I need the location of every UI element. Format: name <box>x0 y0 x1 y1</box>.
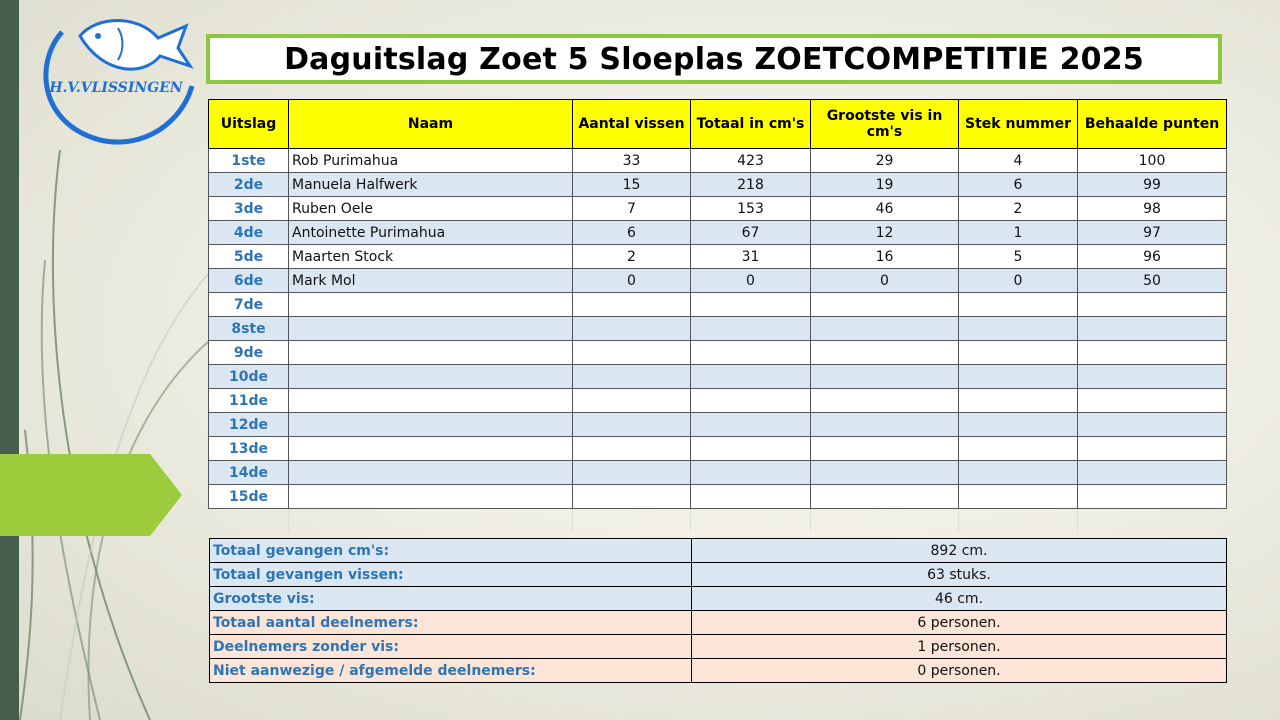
name-cell: Ruben Oele <box>289 197 573 221</box>
fish-count-cell <box>573 485 691 509</box>
fish-count-cell: 15 <box>573 173 691 197</box>
header-stek-nummer: Stek nummer <box>959 100 1078 149</box>
summary-value: 63 stuks. <box>692 563 1227 587</box>
fish-count-cell <box>573 461 691 485</box>
summary-label: Totaal gevangen cm's: <box>210 539 692 563</box>
summary-row <box>210 539 1227 563</box>
rank-cell: 5de <box>209 245 289 269</box>
rank-cell: 9de <box>209 341 289 365</box>
summary-row <box>210 659 1227 683</box>
points-cell: 98 <box>1078 197 1227 221</box>
name-cell: Antoinette Purimahua <box>289 221 573 245</box>
table-row <box>209 245 1227 269</box>
total-cm-cell: 153 <box>691 197 811 221</box>
spacer-cell <box>573 509 691 533</box>
summary-value: 1 personen. <box>692 635 1227 659</box>
table-row <box>209 365 1227 389</box>
table-row <box>209 173 1227 197</box>
stek-cell <box>959 413 1078 437</box>
stek-cell <box>959 365 1078 389</box>
spacer-cell <box>811 509 959 533</box>
total-cm-cell <box>691 365 811 389</box>
rank-cell: 10de <box>209 365 289 389</box>
largest-fish-cell <box>811 293 959 317</box>
stek-cell <box>959 317 1078 341</box>
total-cm-cell <box>691 293 811 317</box>
stek-cell <box>959 389 1078 413</box>
points-cell <box>1078 341 1227 365</box>
largest-fish-cell <box>811 341 959 365</box>
stek-cell: 2 <box>959 197 1078 221</box>
table-row <box>209 341 1227 365</box>
largest-fish-cell <box>811 413 959 437</box>
summary-value: 0 personen. <box>692 659 1227 683</box>
results-table <box>208 99 1227 532</box>
header-grootste-vis: Grootste vis in cm's <box>811 100 959 149</box>
spacer-cell <box>691 509 811 533</box>
largest-fish-cell: 0 <box>811 269 959 293</box>
summary-label: Deelnemers zonder vis: <box>210 635 692 659</box>
summary-label: Totaal gevangen vissen: <box>210 563 692 587</box>
table-row <box>209 389 1227 413</box>
stek-cell <box>959 485 1078 509</box>
rank-cell: 6de <box>209 269 289 293</box>
stek-cell: 5 <box>959 245 1078 269</box>
largest-fish-cell <box>811 365 959 389</box>
rank-cell: 15de <box>209 485 289 509</box>
fish-count-cell <box>573 365 691 389</box>
largest-fish-cell: 12 <box>811 221 959 245</box>
left-accent-bar <box>0 0 19 720</box>
total-cm-cell <box>691 317 811 341</box>
summary-label: Totaal aantal deelnemers: <box>210 611 692 635</box>
stek-cell <box>959 461 1078 485</box>
table-row <box>209 485 1227 509</box>
page-title: Daguitslag Zoet 5 Sloeplas ZOETCOMPETITIE 2025 <box>284 41 1144 77</box>
points-cell: 99 <box>1078 173 1227 197</box>
fish-count-cell <box>573 389 691 413</box>
name-cell: Manuela Halfwerk <box>289 173 573 197</box>
points-cell <box>1078 413 1227 437</box>
total-cm-cell: 0 <box>691 269 811 293</box>
summary-row <box>210 587 1227 611</box>
table-row <box>209 317 1227 341</box>
summary-row <box>210 611 1227 635</box>
header-behaalde-punten: Behaalde punten <box>1078 100 1227 149</box>
total-cm-cell <box>691 413 811 437</box>
name-cell <box>289 365 573 389</box>
largest-fish-cell: 46 <box>811 197 959 221</box>
total-cm-cell <box>691 461 811 485</box>
spacer-row <box>209 509 1227 533</box>
points-cell <box>1078 317 1227 341</box>
points-cell: 100 <box>1078 149 1227 173</box>
summary-row <box>210 563 1227 587</box>
largest-fish-cell: 29 <box>811 149 959 173</box>
rank-cell: 8ste <box>209 317 289 341</box>
header-totaal-cm: Totaal in cm's <box>691 100 811 149</box>
fish-count-cell <box>573 317 691 341</box>
points-cell <box>1078 389 1227 413</box>
name-cell <box>289 485 573 509</box>
title-banner <box>206 34 1222 84</box>
fish-count-cell <box>573 341 691 365</box>
total-cm-cell <box>691 389 811 413</box>
table-header-row <box>209 100 1227 149</box>
points-cell <box>1078 293 1227 317</box>
name-cell: Maarten Stock <box>289 245 573 269</box>
rank-cell: 3de <box>209 197 289 221</box>
stek-cell: 6 <box>959 173 1078 197</box>
green-arrow-shape <box>0 454 182 536</box>
points-cell: 97 <box>1078 221 1227 245</box>
spacer-cell <box>209 509 289 533</box>
table-row <box>209 413 1227 437</box>
table-row <box>209 149 1227 173</box>
table-row <box>209 437 1227 461</box>
summary-table <box>209 538 1227 683</box>
total-cm-cell <box>691 437 811 461</box>
club-name-text: H.V.VLISSINGEN <box>49 80 183 96</box>
name-cell <box>289 317 573 341</box>
rank-cell: 4de <box>209 221 289 245</box>
name-cell <box>289 461 573 485</box>
fish-count-cell: 33 <box>573 149 691 173</box>
name-cell <box>289 389 573 413</box>
largest-fish-cell <box>811 317 959 341</box>
header-uitslag: Uitslag <box>209 100 289 149</box>
largest-fish-cell: 19 <box>811 173 959 197</box>
fish-count-cell <box>573 413 691 437</box>
table-row <box>209 221 1227 245</box>
largest-fish-cell <box>811 437 959 461</box>
points-cell <box>1078 437 1227 461</box>
stek-cell <box>959 293 1078 317</box>
fish-count-cell: 7 <box>573 197 691 221</box>
fish-icon <box>80 21 190 70</box>
table-row <box>209 461 1227 485</box>
spacer-cell <box>1078 509 1227 533</box>
points-cell <box>1078 461 1227 485</box>
fish-count-cell: 0 <box>573 269 691 293</box>
spacer-cell <box>289 509 573 533</box>
summary-label: Niet aanwezige / afgemelde deelnemers: <box>210 659 692 683</box>
largest-fish-cell <box>811 461 959 485</box>
largest-fish-cell: 16 <box>811 245 959 269</box>
largest-fish-cell <box>811 485 959 509</box>
name-cell: Mark Mol <box>289 269 573 293</box>
table-row <box>209 293 1227 317</box>
header-naam: Naam <box>289 100 573 149</box>
stek-cell <box>959 437 1078 461</box>
rank-cell: 11de <box>209 389 289 413</box>
name-cell: Rob Purimahua <box>289 149 573 173</box>
rank-cell: 7de <box>209 293 289 317</box>
total-cm-cell <box>691 341 811 365</box>
rank-cell: 12de <box>209 413 289 437</box>
header-aantal-vissen: Aantal vissen <box>573 100 691 149</box>
table-row <box>209 197 1227 221</box>
points-cell: 50 <box>1078 269 1227 293</box>
fish-count-cell <box>573 293 691 317</box>
total-cm-cell: 423 <box>691 149 811 173</box>
rank-cell: 2de <box>209 173 289 197</box>
name-cell <box>289 293 573 317</box>
fish-count-cell: 2 <box>573 245 691 269</box>
summary-label: Grootste vis: <box>210 587 692 611</box>
total-cm-cell: 67 <box>691 221 811 245</box>
name-cell <box>289 341 573 365</box>
points-cell <box>1078 365 1227 389</box>
summary-value: 6 personen. <box>692 611 1227 635</box>
rank-cell: 13de <box>209 437 289 461</box>
stek-cell: 0 <box>959 269 1078 293</box>
points-cell <box>1078 485 1227 509</box>
stek-cell: 4 <box>959 149 1078 173</box>
stek-cell <box>959 341 1078 365</box>
rank-cell: 1ste <box>209 149 289 173</box>
points-cell: 96 <box>1078 245 1227 269</box>
fish-count-cell <box>573 437 691 461</box>
total-cm-cell <box>691 485 811 509</box>
table-row <box>209 269 1227 293</box>
club-logo <box>34 14 198 150</box>
fish-count-cell: 6 <box>573 221 691 245</box>
total-cm-cell: 31 <box>691 245 811 269</box>
rank-cell: 14de <box>209 461 289 485</box>
summary-value: 46 cm. <box>692 587 1227 611</box>
summary-value: 892 cm. <box>692 539 1227 563</box>
largest-fish-cell <box>811 389 959 413</box>
spacer-cell <box>959 509 1078 533</box>
summary-row <box>210 635 1227 659</box>
name-cell <box>289 413 573 437</box>
total-cm-cell: 218 <box>691 173 811 197</box>
name-cell <box>289 437 573 461</box>
stek-cell: 1 <box>959 221 1078 245</box>
